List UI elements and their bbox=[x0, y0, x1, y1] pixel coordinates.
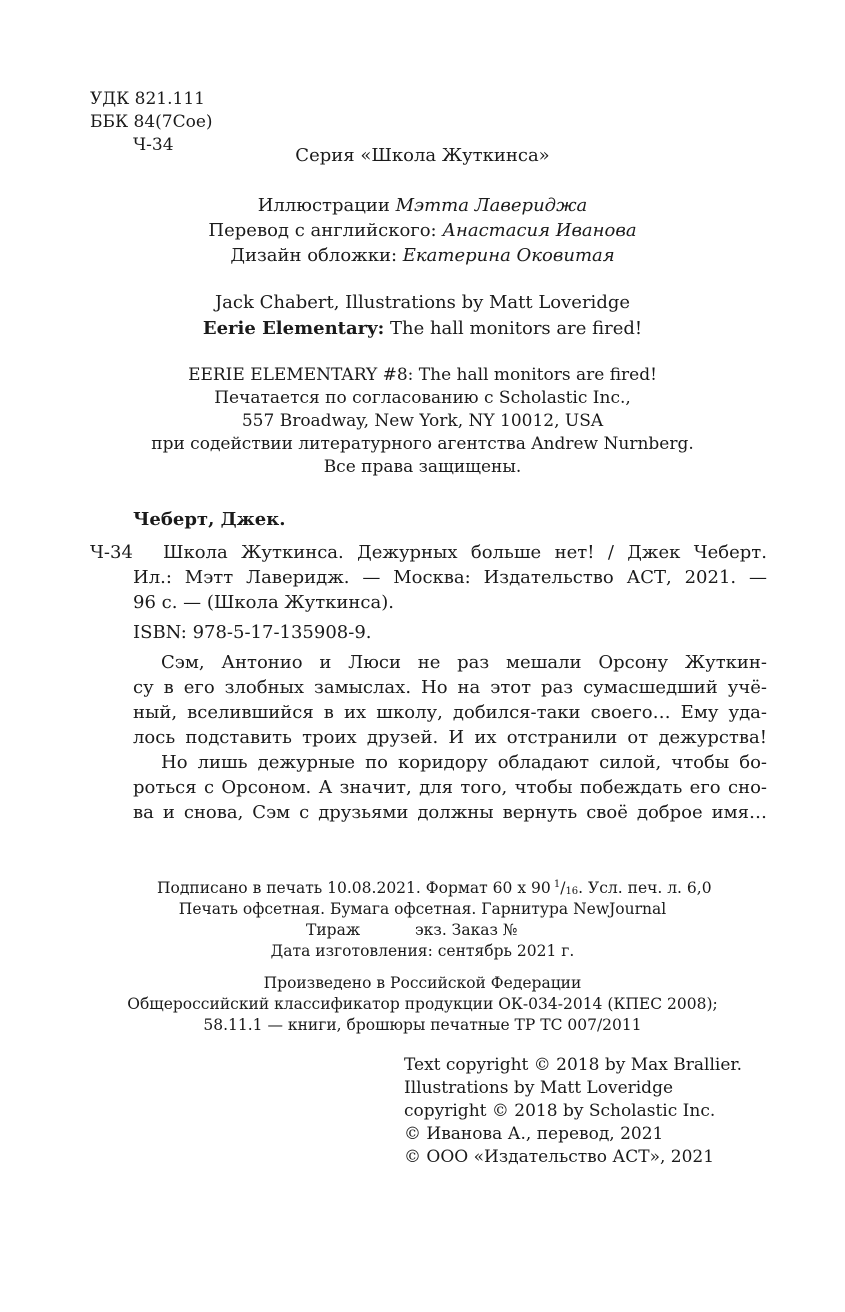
catalog-mark: Ч-34 bbox=[90, 542, 133, 563]
annotation-line: Сэм, Антонио и Люси не раз мешали Орсону Жуткин- bbox=[161, 652, 767, 673]
catalog-entry-line: Ил.: Мэтт Лаверидж. — Москва: Издательство АСТ, 2021. — bbox=[133, 567, 767, 588]
imprint-text: Подписано в печать 10.08.2021. Формат 60 x 90 bbox=[157, 879, 551, 897]
production-line: Произведено в Российской Федерации bbox=[263, 974, 582, 992]
credit-cover-design bbox=[0, 243, 845, 269]
credit-label: Перевод с английского: bbox=[208, 220, 443, 241]
rights-line: Все права защищены. bbox=[323, 457, 522, 477]
copyright-line: Illustrations by Matt Loveridge bbox=[404, 1078, 674, 1098]
annotation-line: су в его злобных замыслах. Но на этот раз сумасшедший учё- bbox=[133, 677, 767, 698]
annotation-line: Но лишь дежурные по коридору обладают силой, чтобы бо- bbox=[161, 752, 767, 773]
credit-translation bbox=[0, 218, 845, 244]
rights-line: EERIE ELEMENTARY #8: The hall monitors are fired! bbox=[188, 365, 657, 385]
author-mark: Ч-34 bbox=[133, 135, 174, 155]
copyright-line: Text copyright © 2018 by Max Brallier. bbox=[404, 1055, 743, 1075]
annotation-line: ный, вселившийся в их школу, добился-таки своего… Ему уда- bbox=[133, 702, 767, 723]
catalog-entry-line: Школа Жуткинса. Дежурных больше нет! / Джек Чеберт. bbox=[163, 542, 767, 563]
annotation-line: роться с Орсоном. А значит, для того, чтобы побеждать его сно- bbox=[133, 777, 767, 798]
copyright-line: © ООО «Издательство АСТ», 2021 bbox=[404, 1147, 715, 1167]
udk-code: УДК 821.111 bbox=[90, 89, 205, 109]
catalog-author-heading: Чеберт, Джек. bbox=[133, 509, 286, 530]
production-line: 58.11.1 — книги, брошюры печатные ТР ТС 007/2011 bbox=[203, 1016, 642, 1034]
imprint-text: . Усл. печ. л. 6,0 bbox=[578, 879, 712, 897]
imprint-run-label: Тираж bbox=[306, 921, 361, 939]
original-authors: Jack Chabert, Illustrations by Matt Loveridge bbox=[214, 292, 631, 313]
credit-value: Мэтта Лавериджа bbox=[395, 195, 588, 216]
imprint-line-print: Печать офсетная. Бумага офсетная. Гарнитура NewJournal bbox=[178, 900, 667, 918]
copyright-line: copyright © 2018 by Scholastic Inc. bbox=[404, 1101, 716, 1121]
format-fraction-denominator: 16 bbox=[565, 886, 579, 897]
original-title bbox=[0, 316, 845, 342]
catalog-entry-line: 96 с. — (Школа Жуткинса). bbox=[133, 592, 394, 613]
original-title-rest: The hall monitors are fired! bbox=[384, 318, 643, 339]
annotation-line: ва и снова, Сэм с друзьями должны вернуть своё доброе имя… bbox=[133, 802, 767, 823]
rights-line: при содействии литературного агентства Andrew Nurnberg. bbox=[151, 434, 694, 454]
credit-value: Анастасия Иванова bbox=[442, 220, 637, 241]
catalog-isbn: ISBN: 978-5-17-135908-9. bbox=[133, 622, 372, 643]
rights-line: Печатается по согласованию с Scholastic Inc., bbox=[214, 388, 631, 408]
copyright-line: © Иванова А., перевод, 2021 bbox=[404, 1124, 664, 1144]
imprint-line-format: Подписано в печать 10.08.2021. Формат 60 x 90 $^1/_{16}$. Усл. печ. л. 6,0 bbox=[157, 879, 712, 897]
annotation-line: лось подставить троих друзей. И их отстранили от дежурства! bbox=[133, 727, 767, 748]
format-fraction-numerator: 1 bbox=[553, 879, 561, 890]
imprint-line-date: Дата изготовления: сентябрь 2021 г. bbox=[270, 942, 575, 960]
series-title: Серия «Школа Жуткинса» bbox=[295, 145, 550, 166]
original-title-bold: Eerie Elementary: bbox=[202, 318, 385, 339]
credit-value: Екатерина Оковитая bbox=[402, 245, 615, 266]
credit-label: Дизайн обложки: bbox=[230, 245, 403, 266]
credit-label: Иллюстрации bbox=[257, 195, 396, 216]
credit-illustrations bbox=[0, 193, 845, 219]
bbk-code: ББК 84(7Сое) bbox=[90, 112, 213, 132]
imprint-order-label: экз. Заказ № bbox=[415, 921, 518, 939]
production-line: Общероссийский классификатор продукции ОК-034-2014 (КПЕС 2008); bbox=[127, 995, 718, 1013]
rights-line: 557 Broadway, New York, NY 10012, USA bbox=[241, 411, 604, 431]
